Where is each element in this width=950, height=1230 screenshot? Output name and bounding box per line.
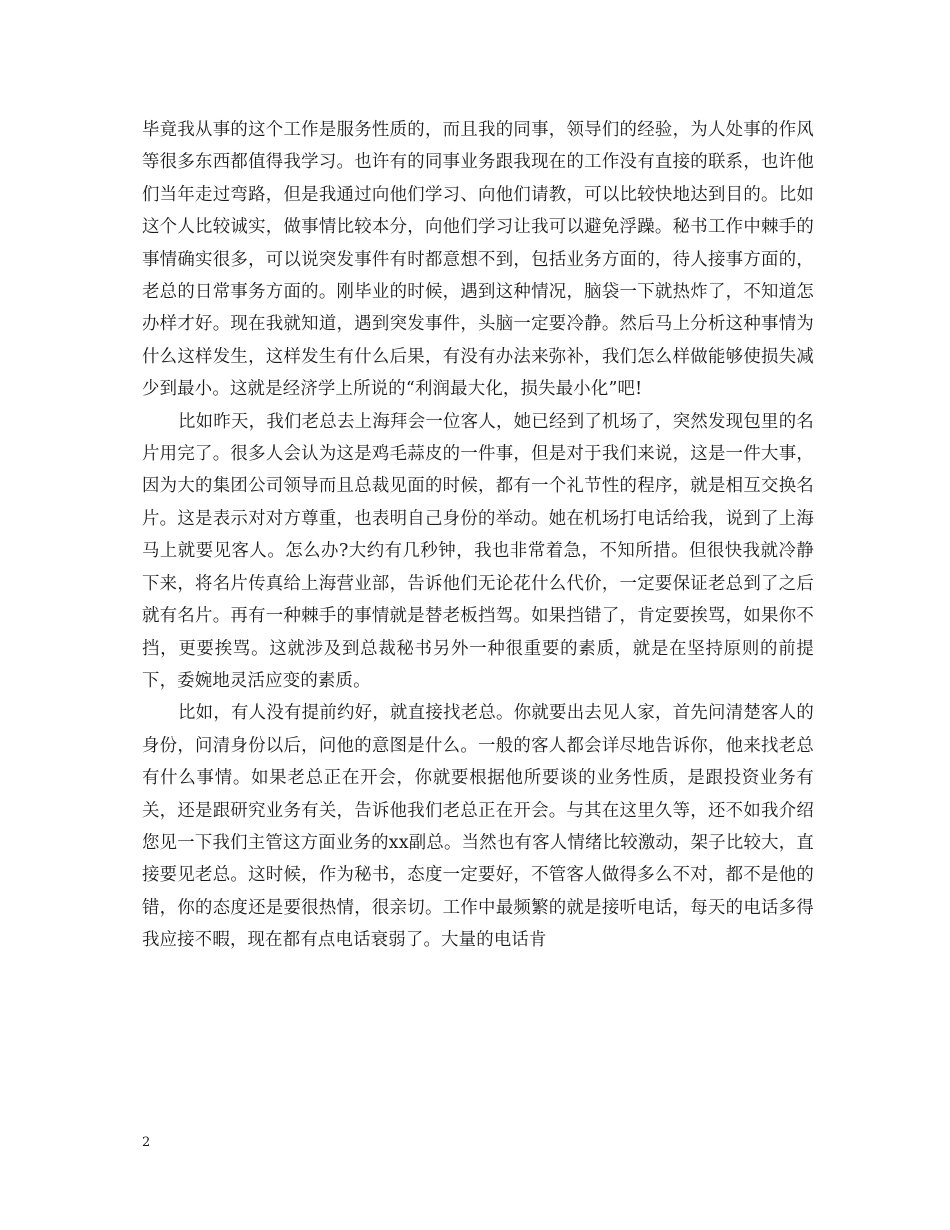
paragraph-1: 毕竟我从事的这个工作是服务性质的，而且我的同事，领导们的经验，为人处事的作风等很多东西都值得我学习。也许有的同事业务跟我现在的工作没有直接的联系，也许他们当年走过弯路，但是我通过向他们学习、向他们请教，可以比较快地达到目的。比如这个人比较诚实，做事情比较本分，向他们学习让我可以避免浮躁。秘书工作中棘手的事情确实很多，可以说突发事件有时都意想不到，包括业务方面的，待人接事方面的，老总的日常事务方面的。刚毕业的时候，遇到这种情况，脑袋一下就热炸了，不知道怎办样才好。现在我就知道，遇到突发事件，头脑一定要冷静。然后马上分析这种事情为什么这样发生，这样发生有什么后果，有没有办法来弥补，我们怎么样做能够使损失减少到最小。这就是经济学上所说的“利润最大化，损失最小化”吧! [142, 120, 814, 400]
page-number: 2 [142, 1135, 151, 1150]
body-text [142, 114, 814, 957]
paragraph-3: 比如，有人没有提前约好，就直接找老总。你就要出去见人家，首先问清楚客人的身份，问清身份以后，问他的意图是什么。一般的客人都会详尽地告诉你，他来找老总有什么事情。如果老总正在开会，你就要根据他所要谈的业务性质，是跟投资业务有关，还是跟研究业务有关，告诉他我们老总正在开会。与其在这里久等，还不如我介绍您见一下我们主管这方面业务的xx副总。当然也有客人情绪比较激动，架子比较大，直接要见老总。这时候，作为秘书，态度一定要好，不管客人做得多么不对，都不是他的错，你的态度还是要很热情，很亲切。工作中最频繁的就是接听电话，每天的电话多得我应接不暇，现在都有点电话衰弱了。大量的电话肯 [142, 703, 814, 951]
paragraph-2: 比如昨天，我们老总去上海拜会一位客人，她已经到了机场了，突然发现包里的名片用完了。很多人会认为这是鸡毛蒜皮的一件事，但是对于我们来说，这是一件大事，因为大的集团公司领导而且总裁见面的时候，都有一个礼节性的程序，就是相互交换名片。这是表示对对方尊重，也表明自己身份的举动。她在机场打电话给我，说到了上海马上就要见客人。怎么办?大约有几秒钟，我也非常着急，不知所措。但很快我就冷静下来，将名片传真给上海营业部，告诉他们无论花什么代价，一定要保证老总到了之后就有名片。再有一种棘手的事情就是替老板挡驾。如果挡错了，肯定要挨骂，如果你不挡，更要挨骂。这就涉及到总裁秘书另外一种很重要的素质，就是在坚持原则的前提下，委婉地灵活应变的素质。 [142, 411, 814, 691]
